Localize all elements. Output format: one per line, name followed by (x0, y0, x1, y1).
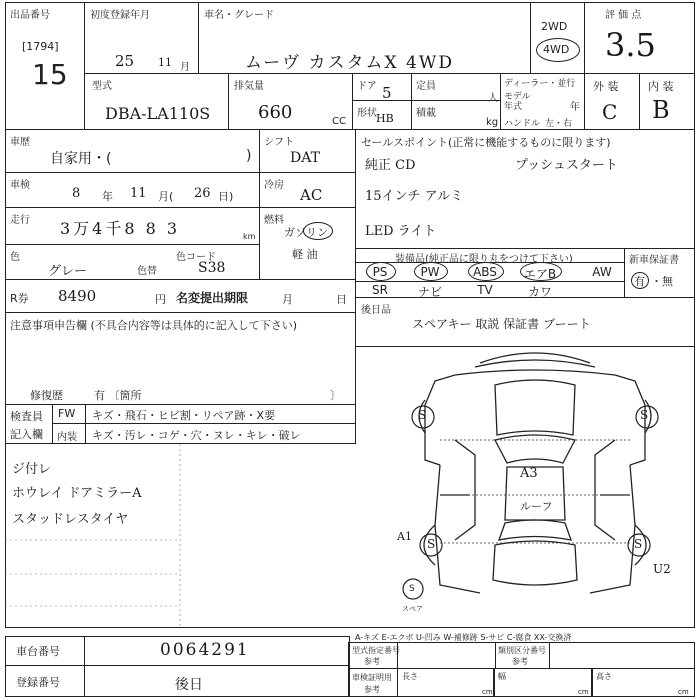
inspector-int-label: 内装 (57, 432, 77, 443)
equip-tv: TV (477, 283, 493, 297)
width-label: 幅 (498, 672, 506, 681)
load-label: 積載 (416, 108, 436, 119)
diagram-upper-outline (425, 375, 645, 465)
history-cell (5, 129, 260, 173)
registration-value: 後日 (175, 677, 203, 693)
dealer-label: ディーラー・並行 (504, 79, 576, 89)
warranty-sep: ・ (651, 275, 662, 288)
warranty-yes: 有 (634, 275, 645, 288)
doors-value: 5 (382, 84, 392, 102)
selling-points-line2: 15インチ アルミ (365, 189, 464, 204)
first-reg-month: 11 (158, 56, 172, 69)
handle-options: 左・右 (545, 119, 573, 129)
shift-label: シフト (264, 137, 294, 148)
height-label: 高さ (596, 672, 612, 681)
later-items-label: 後日品 (361, 305, 391, 316)
interior-label: 内 装 (648, 80, 674, 93)
mark-s-rr: S (634, 537, 643, 551)
first-reg-month-unit: 月 (180, 62, 190, 73)
inspection-day-unit: 日) (218, 190, 234, 203)
name-value: ムーヴ カスタムX 4WD (245, 53, 454, 73)
first-reg-year: 25 (115, 52, 135, 70)
vehicle-cert-note: 参考 (364, 685, 380, 694)
inspector-note-2: ホウレイ ドアミラーA (12, 486, 142, 501)
inspector-int-items: キズ・汚レ・コゲ・穴・ヌレ・キレ・破レ (92, 429, 301, 442)
color-code-label: 色コード (176, 252, 216, 263)
inspection-year-unit: 年 (102, 190, 113, 203)
capacity-label: 定員 (416, 81, 436, 92)
warranty-no: 無 (662, 275, 673, 288)
diagram-windshield (495, 435, 575, 463)
fuel-label: 燃料 (264, 215, 284, 226)
equip-airbag: エアB (523, 267, 557, 281)
lot-label: 出品番号 (10, 10, 50, 21)
mileage-value: 3万4千8 8 3 (60, 219, 181, 238)
cert-label: 型式指定番号 (352, 646, 400, 655)
registration-label: 登録番号 (16, 676, 60, 689)
color-value: グレー (48, 264, 88, 279)
selling-points-line1b: プッシュスタート (515, 158, 618, 173)
class-note: 参考 (512, 657, 528, 666)
exterior-label: 外 装 (593, 80, 619, 93)
mark-roof: ルーフ (520, 500, 553, 513)
model-year-label: モデル 年式 (504, 92, 531, 112)
drive-4wd: 4WD (543, 43, 570, 56)
history-close: ) (246, 148, 252, 164)
first-reg-label: 初度登録年月 (90, 10, 150, 21)
equip-pw: PW (420, 265, 440, 279)
repair-label: 修復歴 (30, 389, 63, 402)
color-code-value: S38 (198, 260, 226, 276)
warranty-label: 新車保証書 (629, 255, 679, 266)
selling-points-line1a: 純正 CD (365, 158, 416, 173)
fuel-gasoline: ガソリン (284, 226, 328, 239)
recycle-deadline-label: 名変提出期限 (176, 291, 249, 305)
drive-2wd: 2WD (541, 20, 568, 33)
inspection-month-unit: 月( (158, 190, 174, 203)
width-unit: cm (578, 688, 589, 696)
equip-navi: ナビ (417, 285, 442, 299)
history-value: 自家用・( (50, 151, 112, 167)
inspection-month: 11 (130, 186, 147, 201)
mark-s-rl: S (427, 537, 436, 551)
fuel-light-oil: 軽 油 (292, 248, 318, 261)
equip-abs: ABS (473, 265, 497, 279)
recycle-label: R券 (10, 292, 29, 305)
equip-pw-circle (414, 262, 448, 281)
equip-airbag-circle (520, 262, 562, 281)
interior-value: B (652, 96, 670, 124)
note-guides (5, 444, 356, 628)
mark-u2: U2 (653, 562, 671, 576)
shape-label: 形状 (357, 108, 377, 119)
later-items-value: スペアキー 取説 保証書 ブーート (412, 317, 591, 331)
name-label: 車名・グレード (204, 10, 274, 21)
model-year-unit: 年 (570, 102, 580, 113)
doors-label: ドア (357, 81, 377, 92)
grade-value: 3.5 (605, 26, 656, 64)
length-label: 長さ (402, 672, 418, 681)
mark-spare: スペア (402, 605, 423, 613)
exterior-value: C (602, 100, 618, 124)
equip-aw: AW (592, 265, 612, 279)
equipment-label: 装備品(純正品に限り丸をつけて下さい) (395, 254, 573, 265)
history-label: 車歴 (10, 137, 30, 148)
mark-s-fr: S (640, 408, 649, 422)
repair-close: 〕 (330, 389, 341, 402)
repair-value: 有 〔箇所 (94, 389, 142, 402)
equip-sr: SR (372, 283, 388, 297)
mark-s-fl: S (418, 408, 427, 422)
vehicle-cert-label: 車検証明用 (352, 673, 392, 682)
notes-label: 注意事項申告欄 (不具合内容等は具体的に記入して下さい) (10, 319, 298, 332)
length-unit: cm (482, 688, 493, 696)
displacement-value: 660 (258, 102, 293, 123)
inspector-fw-label: FW (58, 407, 76, 420)
mark-a1: A1 (397, 530, 412, 543)
equip-ps-circle (366, 262, 396, 281)
equip-ps: PS (372, 265, 388, 279)
model-value: DBA-LA110S (105, 104, 211, 123)
handle-label: ハンドル (504, 119, 541, 129)
mark-spare-s: S (409, 584, 415, 594)
mark-a3: A3 (520, 466, 538, 481)
lot-code: [1794] (22, 40, 59, 53)
selling-points-line3: LED ライト (365, 224, 437, 239)
inspection-year: 8 (72, 186, 81, 201)
damage-legend: A-キズ E-エクボ U-凹み W-補修跡 S-サビ C-腐食 XX-交換済 (355, 633, 572, 642)
capacity-unit: 人 (488, 93, 498, 104)
displacement-label: 排気量 (234, 81, 264, 92)
equip-leather: カワ (527, 285, 552, 299)
recycle-day-unit: 日 (336, 293, 347, 306)
inspector-label-top: 検査員 (10, 410, 43, 423)
diagram-hood (495, 380, 575, 435)
mileage-unit: km (243, 232, 256, 241)
color-label: 色 (10, 252, 20, 263)
lot-number: 15 (32, 58, 68, 91)
equip-abs-circle (468, 262, 504, 281)
class-label: 類別区分番号 (498, 646, 546, 655)
color-repaint-label: 色替 (137, 266, 157, 277)
diagram-left-side (435, 465, 635, 593)
displacement-unit: CC (332, 116, 346, 127)
shape-value: HB (376, 112, 394, 125)
recycle-value: 8490 (58, 287, 97, 305)
inspector-fw-items: キズ・飛石・ヒビ割・リペア跡・X要 (92, 409, 276, 422)
ac-value: AC (300, 186, 323, 204)
inspector-label-bottom: 記入欄 (10, 428, 43, 441)
selling-points-label: セールスポイント(正常に機能するものに限ります) (361, 136, 611, 149)
model-label: 型式 (92, 81, 112, 92)
recycle-month-unit: 月 (282, 293, 293, 306)
inspection-day: 26 (194, 186, 211, 201)
inspector-note-1: ジ付レ (12, 462, 52, 477)
cert-note: 参考 (364, 657, 380, 666)
chassis-value: 0064291 (160, 640, 250, 660)
mileage-label: 走行 (10, 215, 30, 226)
shift-value: DAT (290, 150, 320, 166)
inspector-note-3: スタッドレスタイヤ (12, 512, 129, 527)
recycle-unit: 円 (155, 293, 166, 306)
load-unit: kg (486, 117, 499, 128)
diagram-front-bumper (480, 353, 590, 363)
chassis-label: 車台番号 (16, 645, 60, 658)
grade-label: 評 価 点 (605, 10, 642, 21)
inspection-label: 車検 (10, 180, 30, 191)
cert-dim-sep2 (591, 668, 593, 697)
cert-dim-sep1 (493, 668, 495, 697)
ac-label: 冷房 (264, 180, 284, 191)
height-unit: cm (678, 688, 689, 696)
